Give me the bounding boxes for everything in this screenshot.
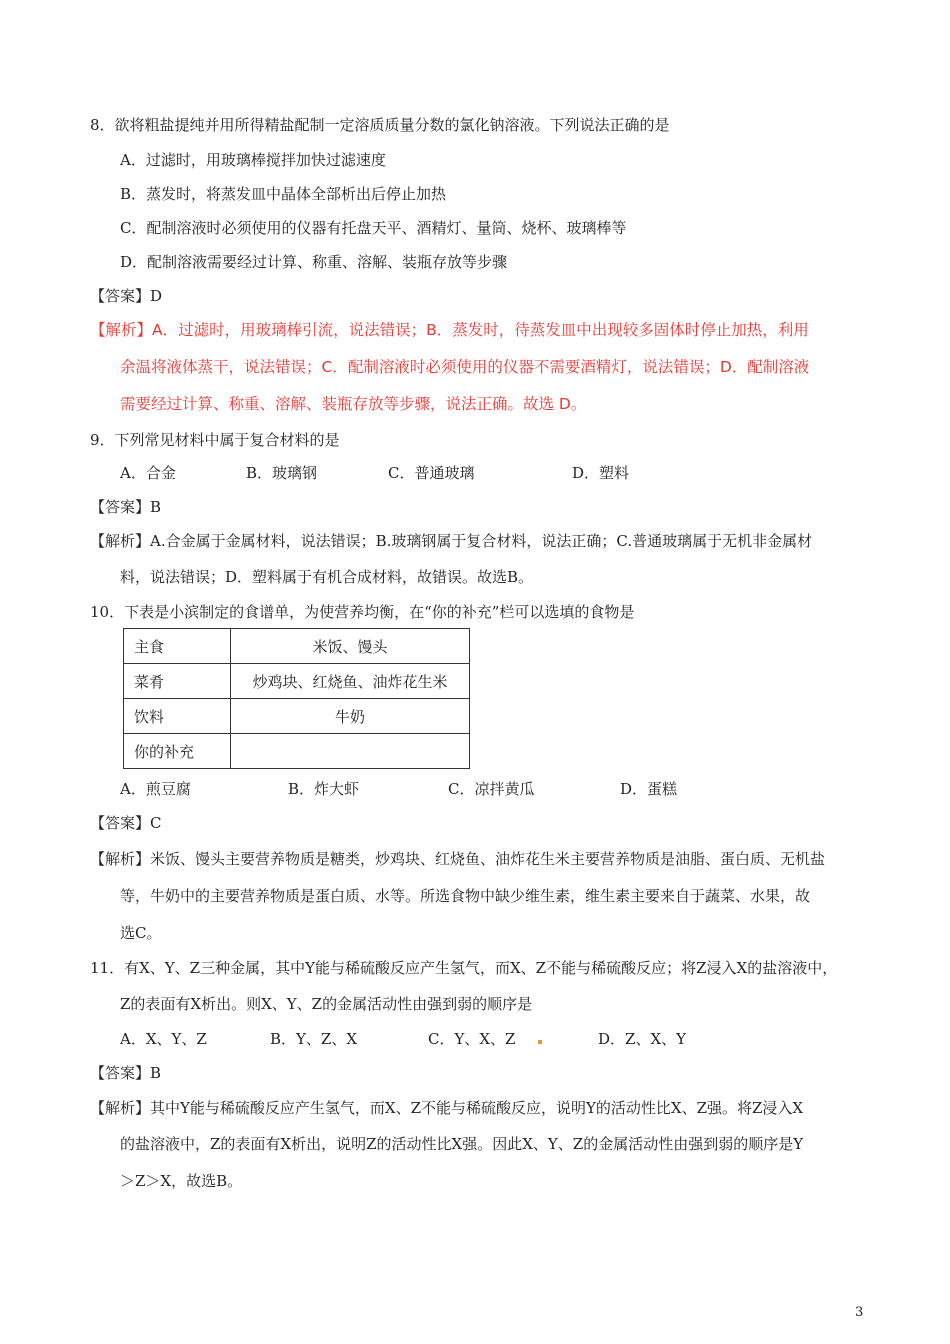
q9-analysis-line-2: 料，说法错误；D．塑料属于有机合成材料，故错误。故选B。 [120,568,534,586]
q11-option-c: C．Y、X、Z [428,1030,516,1048]
q10-option-b: B．炸大虾 [288,780,360,798]
q9-option-c: C．普通玻璃 [388,464,475,482]
table-row [124,699,470,734]
page-number: 3 [855,1305,864,1320]
table-key: 饮料 [124,699,231,734]
q8-analysis-line-3: 需要经过计算、称重、溶解、装瓶存放等步骤，说法正确。故选 D。 [120,395,587,413]
q10-option-a: A．煎豆腐 [120,780,191,798]
table-row [124,629,470,664]
q9-answer: 【答案】B [90,498,162,516]
q11-analysis-line-2: 的盐溶液中，Z的表面有X析出，说明Z的活动性比X强。因此X、Y、Z的金属活动性由强到弱的顺序是Y [120,1135,804,1153]
q11-stem-line-2: Z的表面有X析出。则X、Y、Z的金属活动性由强到弱的顺序是 [120,995,533,1013]
table-value: 米饭、馒头 [231,629,470,664]
table-value [231,734,470,769]
q10-analysis-line-1: 【解析】米饭、馒头主要营养物质是糖类，炒鸡块、红烧鱼、油炸花生米主要营养物质是油脂、蛋白质、无机盐 [90,850,826,868]
q9-stem: 9．下列常见材料中属于复合材料的是 [90,431,340,449]
q11-stem-line-1: 11．有X、Y、Z三种金属，其中Y能与稀硫酸反应产生氢气，而X、Z不能与稀硫酸反应；将Z浸入X的盐溶液中， [90,959,838,977]
table-key: 主食 [124,629,231,664]
q8-analysis-line-2: 余温将液体蒸干，说法错误；C．配制溶液时必须使用的仪器不需要酒精灯，说法错误；D．配制溶液 [120,358,810,376]
q11-analysis-line-3: ＞Z＞X，故选B。 [120,1172,243,1190]
q8-option-b: B．蒸发时，将蒸发皿中晶体全部析出后停止加热 [120,185,447,203]
q11-option-d: D．Z、X、Y [598,1030,687,1048]
q11-analysis-line-1: 【解析】其中Y能与稀硫酸反应产生氢气，而X、Z不能与稀硫酸反应，说明Y的活动性比X、Z强。将Z浸入X [90,1099,804,1117]
q10-answer: 【答案】C [90,814,162,832]
q9-option-a: A．合金 [120,464,176,482]
table-row [124,664,470,699]
orange-dot [538,1040,542,1044]
q8-option-c: C．配制溶液时必须使用的仪器有托盘天平、酒精灯、量筒、烧杯、玻璃棒等 [120,219,627,237]
q10-stem: 10．下表是小滨制定的食谱单，为使营养均衡，在“你的补充”栏可以选填的食物是 [90,603,635,621]
table-key: 你的补充 [124,734,231,769]
table-value: 炒鸡块、红烧鱼、油炸花生米 [231,664,470,699]
q10-analysis-line-2: 等，牛奶中的主要营养物质是蛋白质、水等。所选食物中缺少维生素，维生素主要来自于蔬菜、水果，故 [120,887,811,905]
q8-answer: 【答案】D [90,287,163,305]
q8-stem: 8．欲将粗盐提纯并用所得精盐配制一定溶质质量分数的氯化钠溶液。下列说法正确的是 [90,116,670,134]
q11-answer: 【答案】B [90,1064,162,1082]
q8-analysis-line-1: 【解析】A．过滤时，用玻璃棒引流，说法错误；B．蒸发时，待蒸发皿中出现较多固体时停止加热，利用 [90,321,809,339]
q10-option-d: D．蛋糕 [620,780,678,798]
q9-option-b: B．玻璃钢 [246,464,318,482]
q10-analysis-line-3: 选C。 [120,924,162,942]
q11-option-b: B．Y、Z、X [270,1030,358,1048]
q11-option-a: A．X、Y、Z [120,1030,207,1048]
table-value: 牛奶 [231,699,470,734]
q9-option-d: D．塑料 [572,464,630,482]
table-key: 菜肴 [124,664,231,699]
q8-option-a: A．过滤时，用玻璃棒搅拌加快过滤速度 [120,151,386,169]
q9-analysis-line-1: 【解析】A.合金属于金属材料，说法错误；B.玻璃钢属于复合材料，说法正确；C.普通玻璃属于无机非金属材 [90,532,813,550]
q8-option-d: D．配制溶液需要经过计算、称重、溶解、装瓶存放等步骤 [120,253,508,271]
table-row [124,734,470,769]
menu-table [123,628,470,769]
q10-option-c: C．凉拌黄瓜 [448,780,535,798]
